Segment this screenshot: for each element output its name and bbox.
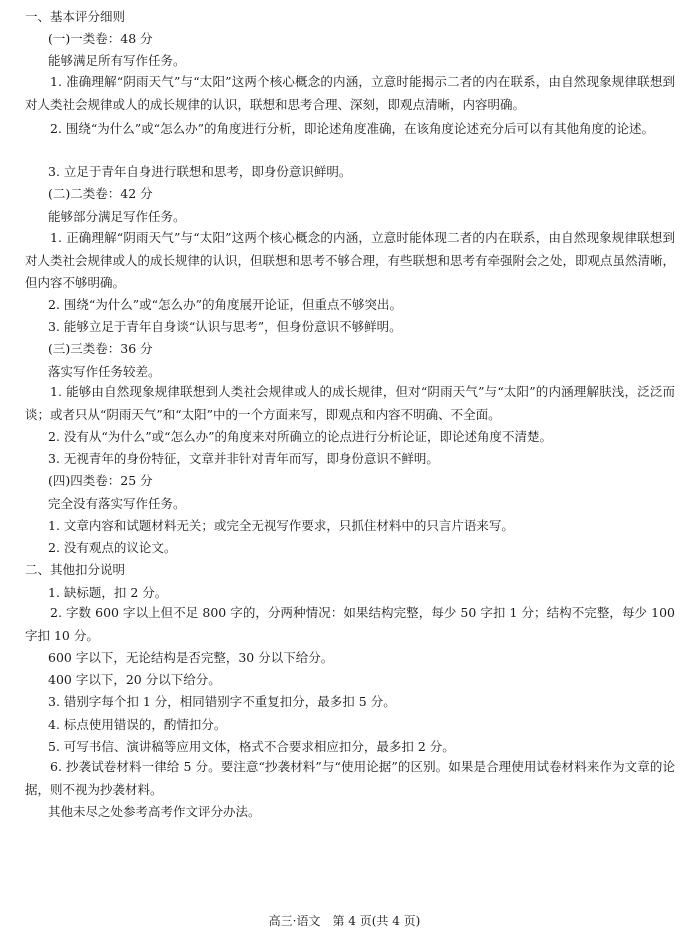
category-3-intro: 落实写作任务较差。	[48, 364, 161, 379]
category-3-item-1: 1. 能够由自然现象规律联想到人类社会规律或人的成长规律，但对“阴雨天气”与“太阳”的内涵理解肤浅，泛泛而谈；或者只从“阴雨天气”和“太阳”中的一个方面来写，即观点和内容不明确、不全面。	[25, 384, 675, 422]
deduction-2-under-600: 600 字以下，无论结构是否完整，30 分以下给分。	[48, 650, 334, 665]
category-2-title: (二)二类卷：42 分	[48, 186, 153, 201]
category-1-intro: 能够满足所有写作任务。	[48, 53, 186, 68]
category-1-item-3: 3. 立足于青年自身进行联想和思考，即身份意识鲜明。	[48, 164, 352, 179]
category-2-item-2: 2. 围绕“为什么”或“怎么办”的角度展开论证，但重点不够突出。	[48, 297, 402, 312]
category-2-intro: 能够部分满足写作任务。	[48, 209, 186, 224]
deduction-1: 1. 缺标题，扣 2 分。	[48, 585, 168, 600]
category-4-item-2: 2. 没有观点的议论文。	[48, 540, 177, 555]
category-3-title: (三)三类卷：36 分	[48, 341, 153, 356]
category-4-intro: 完全没有落实写作任务。	[48, 496, 186, 511]
category-4-title: (四)四类卷：25 分	[48, 473, 153, 488]
page-footer: 高三·语文 第 4 页(共 4 页)	[268, 914, 421, 928]
category-1-item-2: 2. 围绕“为什么”或“怎么办”的角度进行分析，即论述角度准确，在该角度论述充分后可以有其他角度的论述。	[50, 121, 654, 136]
deduction-3: 3. 错别字每个扣 1 分，相同错别字不重复扣分，最多扣 5 分。	[48, 694, 396, 709]
category-4-item-1: 1. 文章内容和试题材料无关；或完全无视写作要求，只抓住材料中的只言片语来写。	[48, 518, 514, 533]
section-heading-basic-rules: 一、基本评分细则	[25, 9, 126, 24]
category-2-item-1: 1. 正确理解“阴雨天气”与“太阳”这两个核心概念的内涵，立意时能体现二者的内在联系，由自然现象规律联想到对人类社会规律或人的成长规律的认识，但联想和思考不够合理，有些联想和思考有牵强附会之处，即观点虽然清晰，但内容不够明确。	[25, 230, 676, 291]
category-3-item-3: 3. 无视青年的身份特征，文章并非针对青年而写，即身份意识不鲜明。	[48, 451, 439, 466]
category-3-item-2: 2. 没有从“为什么”或“怎么办”的角度来对所确立的论点进行分析论证，即论述角度不清楚。	[48, 429, 552, 444]
deduction-6: 6. 抄袭试卷材料一律给 5 分。要注意“抄袭材料”与“使用论据”的区别。如果是合理使用试卷材料来作为文章的论据，则不视为抄袭材料。	[25, 759, 675, 797]
deduction-4: 4. 标点使用错误的，酌情扣分。	[48, 717, 227, 732]
deduction-2-under-400: 400 字以下，20 分以下给分。	[48, 672, 221, 687]
category-2-item-3: 3. 能够立足于青年自身谈“认识与思考”，但身份意识不够鲜明。	[48, 319, 402, 334]
deduction-2: 2. 字数 600 字以上但不足 800 字的，分两种情况：如果结构完整，每少 50 字扣 1 分；结构不完整，每少 100 字扣 10 分。	[25, 605, 675, 643]
category-1-title: (一)一类卷：48 分	[48, 31, 153, 46]
section-heading-other-deductions: 二、其他扣分说明	[25, 562, 126, 577]
deduction-5: 5. 可写书信、演讲稿等应用文体，格式不合要求相应扣分，最多扣 2 分。	[48, 739, 455, 754]
closing-note: 其他未尽之处参考高考作文评分办法。	[48, 804, 261, 819]
category-1-item-1: 1. 准确理解“阴雨天气”与“太阳”这两个核心概念的内涵，立意时能揭示二者的内在联系，由自然现象规律联想到对人类社会规律或人的成长规律的认识，联想和思考合理、深刻，即观点清晰，内容明确。	[25, 74, 675, 112]
